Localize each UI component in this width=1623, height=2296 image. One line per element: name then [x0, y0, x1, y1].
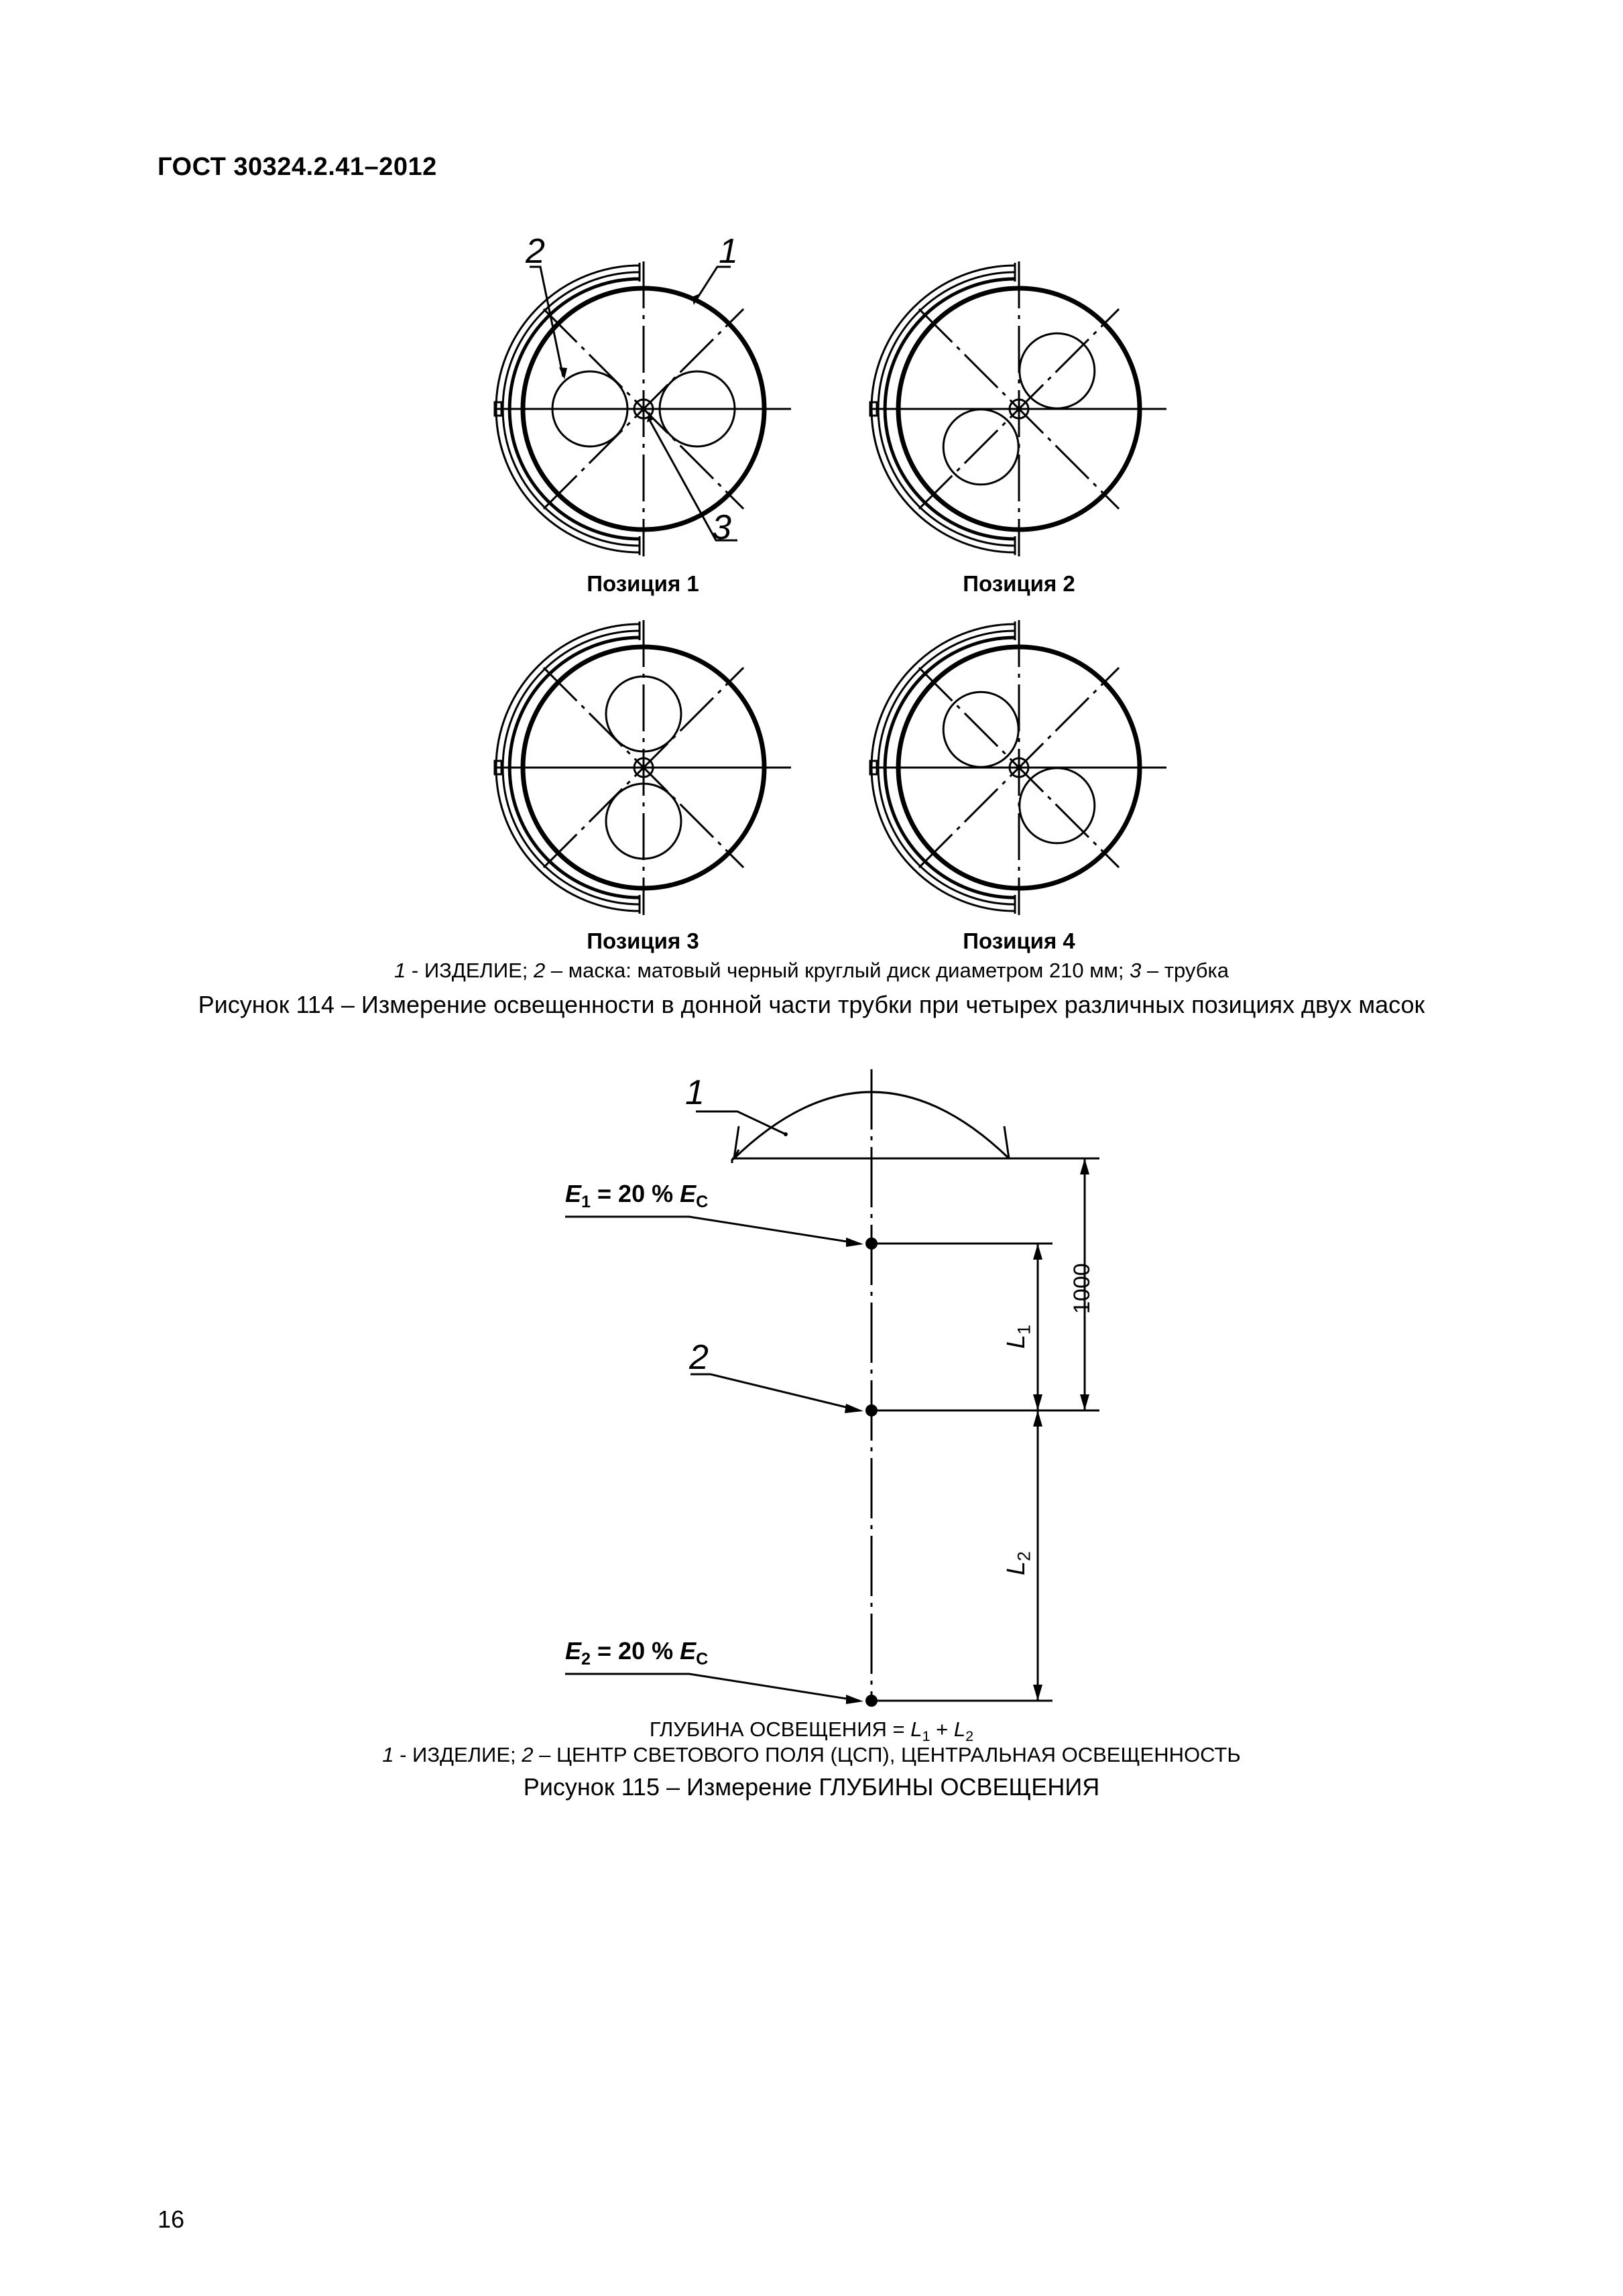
callout-1: 1 — [719, 232, 738, 271]
position-4-label: Позиция 4 — [963, 928, 1075, 953]
document-header: ГОСТ 30324.2.41–2012 — [158, 153, 437, 181]
figure-114-legend: 1 - ИЗДЕЛИЕ; 2 – маска: матовый черный круглый диск диаметром 210 мм; 3 – трубка — [394, 959, 1229, 982]
dimension-1000: 1000 — [1069, 1263, 1095, 1314]
figure-115-legend: 1 - ИЗДЕЛИЕ; 2 – ЦЕНТР СВЕТОВОГО ПОЛЯ (ЦСП), ЦЕНТРАЛЬНАЯ ОСВЕЩЕННОСТЬ — [382, 1743, 1241, 1766]
e2-label: $E_2 = 20$ % $E_C$ — [565, 1637, 709, 1669]
figure-114-caption: Рисунок 114 – Измерение освещенности в донной части трубки при четырех различных позициях двух масок — [198, 991, 1425, 1018]
fig115-callout-1: 1 — [685, 1073, 705, 1112]
e1-label: $E_1 = 20$ % $E_C$ — [565, 1180, 709, 1212]
page-number: 16 — [158, 2206, 185, 2233]
callout-3: 3 — [712, 508, 731, 547]
depth-formula: ГЛУБИНА ОСВЕЩЕНИЯ = $L_1 + L_2$ — [649, 1717, 974, 1745]
dimension-l1: $L_1$ — [1002, 1325, 1034, 1349]
position-1-label: Позиция 1 — [587, 571, 699, 596]
position-2-label: Позиция 2 — [963, 571, 1075, 596]
fig115-callout-2: 2 — [689, 1338, 709, 1377]
position-3-label: Позиция 3 — [587, 928, 699, 953]
figure-115-caption: Рисунок 115 – Измерение ГЛУБИНЫ ОСВЕЩЕНИЯ — [523, 1773, 1100, 1801]
callout-2: 2 — [526, 232, 545, 271]
dimension-l2: $L_2$ — [1002, 1551, 1034, 1575]
